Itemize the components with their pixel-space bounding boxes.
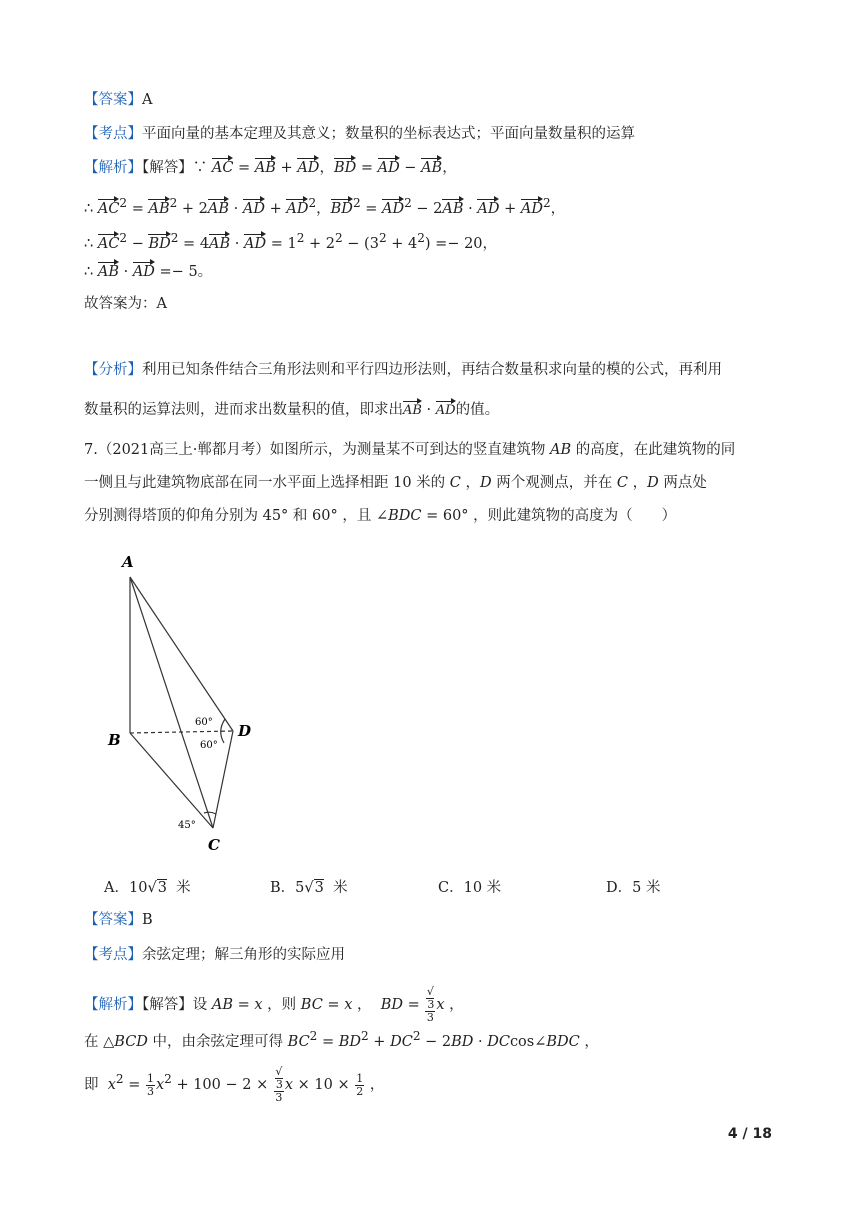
question-text-1b: 的高度，在此建筑物的同 (575, 442, 736, 458)
jiexi-line-2: 【解析】【解答】设 AB = x ，则 BC = x ， BD = √ 3 3 x ， (84, 985, 464, 1024)
conclusion-text: 故答案为：A (84, 296, 167, 312)
equation-line-2: ∴ $AC^2 - BD^2 = 4AB$ · AD = $1^2 + 2^2 - (3^2 + 4^2) =- 20$， (84, 231, 498, 252)
question-line-2: 一侧且与此建筑物底部在同一水平面上选择相距 10 米的 C ，D 两个观测点，并在 C ，D 两点处 (84, 475, 707, 491)
angle-label-top: 60° (195, 717, 213, 728)
segment-ad (130, 577, 233, 731)
equation-line-1: ∴ $AC^2 = AB^2 + 2AB$ · AD + $AD^2$，$BD^2 = AD^2 - 2AB$ · AD + $AD^2$， (84, 196, 566, 217)
jiexi-tag-2: 【解析】 (84, 997, 142, 1013)
kaodian-line-2 (84, 945, 345, 965)
jiexi-line-1: 【解析】【解答】∵ AC = AB + AD，BD = AD − AB， (84, 160, 457, 176)
fenxi-tag: 【分析】 (84, 362, 142, 378)
fenxi-line-2: 数量积的运算法则，进而求出数量积的值，即求出AB · AD的值。 (84, 400, 499, 421)
jiexi-line-4: 即 $x^2$ = $\frac{1}{3}$ $x^2 + 100 - 2$ × √ 3 3 x × 10 × $\frac{1}{2}$ ， (84, 1065, 385, 1104)
jiexi-tag: 【解析】 (84, 160, 142, 176)
fenxi-line-1 (84, 360, 722, 380)
answer-value-2: B (142, 912, 153, 928)
question-text-2c: 两点处 (663, 475, 707, 491)
fenxi-text-2-end: 的值。 (455, 402, 500, 418)
question-number: 7. (84, 442, 98, 458)
angle-label-bottom: 60° (200, 740, 218, 751)
answer-value: A (142, 92, 153, 108)
segment-ac (130, 577, 213, 828)
question-line-1: 7.（2021高三上·郸都月考）如图所示，为测量某不可到达的竖直建筑物 AB 的高度，在此建筑物的同 (84, 442, 736, 458)
question-text-1: 如图所示，为测量某不可到达的竖直建筑物 (269, 442, 546, 458)
answer-line-1 (84, 90, 152, 110)
option-c[interactable]: C．10 米 (438, 880, 502, 896)
question-line-3: 分别测得塔顶的仰角分别为 45° 和 60° ，且 ∠BDC = 60° ，则此建筑物的高度为（ ） (84, 508, 677, 524)
question-source: （2021高三上·郸都月考） (97, 442, 270, 458)
angle-label-c: 45° (178, 820, 196, 831)
label-d: D (238, 722, 252, 740)
fenxi-text-2: 数量积的运算法则，进而求出数量积的值，即求出 (84, 402, 403, 418)
kaodian-text: 平面向量的基本定理及其意义；数量积的坐标表达式；平面向量数量积的运算 (142, 126, 635, 142)
angle-arc-c (204, 812, 216, 814)
option-a[interactable]: A．10√3 米 (104, 880, 191, 896)
jieda-tag: 【解答】 (142, 160, 193, 176)
geometry-figure (100, 545, 270, 860)
option-b[interactable]: B．5√3 米 (270, 880, 348, 896)
question-text-2: 一侧且与此建筑物底部在同一水平面上选择相距 10 米的 (84, 475, 446, 491)
kaodian-text-2: 余弦定理；解三角形的实际应用 (142, 947, 345, 963)
conclusion-line (84, 294, 167, 314)
question-text-3: 分别测得塔顶的仰角分别为 45° 和 60° ，且 (84, 508, 372, 524)
kaodian-line-1 (84, 124, 635, 144)
jieda-tag-2: 【解答】 (142, 997, 193, 1013)
label-a: A (122, 553, 134, 571)
label-b: B (108, 731, 121, 749)
fenxi-text-1: 利用已知条件结合三角形法则和平行四边形法则，再结合数量积求向量的模的公式，再利用 (142, 362, 722, 378)
kaodian-tag: 【考点】 (84, 126, 142, 142)
page-number: 4 / 18 (727, 1126, 772, 1142)
question-text-2b: 两个观测点，并在 (496, 475, 613, 491)
label-c: C (208, 836, 220, 854)
kaodian-tag-2: 【考点】 (84, 947, 142, 963)
option-d[interactable]: D．5 米 (606, 880, 661, 896)
equation-line-3: ∴ AB · AD =− 5。 (84, 264, 213, 280)
question-text-3b: ，则此建筑物的高度为（ ） (473, 508, 677, 524)
answer-line-2 (84, 910, 153, 930)
jiexi-line-3: 在 △BCD 中，由余弦定理可得 $BC^2 = BD^2 + DC^2 - 2BD$ · DCcos∠BDC ， (84, 1029, 599, 1050)
answer-tag: 【答案】 (84, 92, 142, 108)
answer-tag-2: 【答案】 (84, 912, 142, 928)
